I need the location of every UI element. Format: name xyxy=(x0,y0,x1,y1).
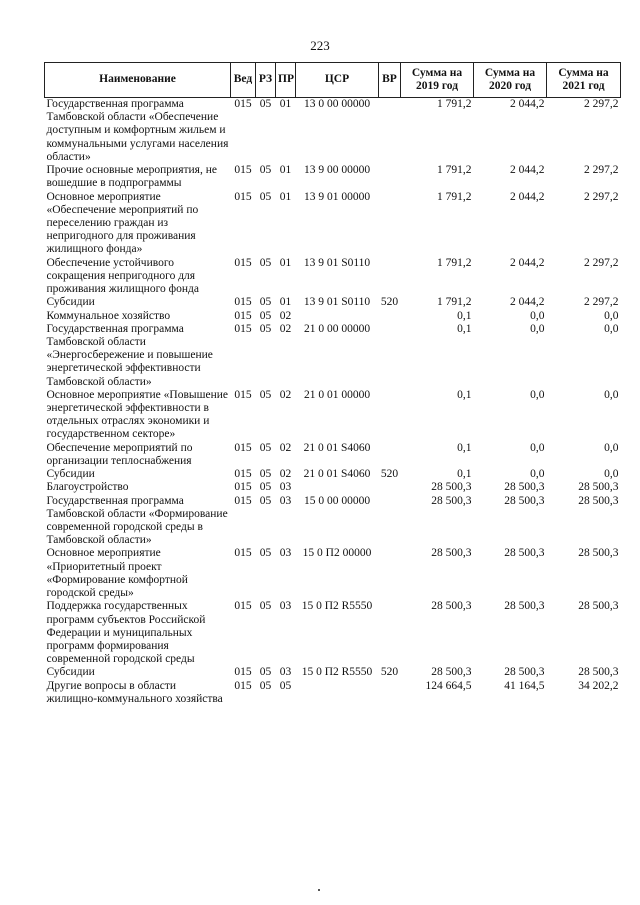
row-pr: 02 xyxy=(279,468,292,481)
row-ved: 015 xyxy=(234,679,252,692)
row-ved: 015 xyxy=(234,666,252,679)
row-sum-2020: 2 044,2 xyxy=(510,164,545,177)
row-csr xyxy=(296,310,379,323)
budget-table xyxy=(44,62,621,706)
row-vr: 520 xyxy=(380,468,399,481)
table-row xyxy=(45,468,621,481)
row-csr: 21 0 01 S4060 xyxy=(303,468,371,481)
row-sum-2020: 0,0 xyxy=(530,441,545,454)
row-sum-2019: 1 791,2 xyxy=(437,190,472,203)
row-pr: 02 xyxy=(279,322,292,335)
row-name: Обеспечение мероприятий по организации теплоснабжения xyxy=(46,441,193,467)
row-sum-2019: 28 500,3 xyxy=(431,547,472,560)
row-sum-2020: 0,0 xyxy=(530,468,545,481)
table-row xyxy=(45,98,621,165)
row-rz: 05 xyxy=(259,388,272,401)
row-sum-2019: 28 500,3 xyxy=(431,481,472,494)
row-sum-2021: 28 500,3 xyxy=(578,481,619,494)
row-sum-2020: 28 500,3 xyxy=(504,547,545,560)
row-sum-2019: 1 791,2 xyxy=(437,296,472,309)
table-row xyxy=(45,495,621,548)
row-csr: 15 0 П2 R5550 xyxy=(301,600,373,613)
row-sum-2020: 0,0 xyxy=(530,388,545,401)
table-header-row xyxy=(45,63,621,98)
row-sum-2020: 41 164,5 xyxy=(504,679,545,692)
row-pr: 03 xyxy=(279,494,292,507)
row-sum-2019: 28 500,3 xyxy=(431,600,472,613)
row-name: Субсидии xyxy=(46,468,95,481)
row-vr xyxy=(379,310,401,323)
row-sum-2019: 0,1 xyxy=(457,309,472,322)
table-row xyxy=(45,442,621,468)
row-sum-2021: 0,0 xyxy=(604,322,619,335)
header-sum-2019: Сумма на 2019 год xyxy=(401,63,474,98)
row-rz: 05 xyxy=(259,164,272,177)
row-name: Государственная программа Тамбовской области «Энергосбережение и повышение энергетической эффективности Тамбовской области» xyxy=(46,322,213,388)
row-pr: 01 xyxy=(279,164,292,177)
row-sum-2020: 28 500,3 xyxy=(504,494,545,507)
row-name: Прочие основные мероприятия, не вошедшие в подпрограммы xyxy=(46,164,217,190)
row-vr xyxy=(379,164,401,190)
row-rz: 05 xyxy=(259,309,272,322)
row-csr: 13 0 00 00000 xyxy=(303,98,371,110)
row-name: Субсидии xyxy=(46,296,95,309)
row-sum-2019: 0,1 xyxy=(457,468,472,481)
row-sum-2021: 0,0 xyxy=(604,441,619,454)
row-sum-2019: 124 664,5 xyxy=(425,679,472,692)
row-csr: 13 9 01 S0110 xyxy=(303,256,371,269)
row-ved: 015 xyxy=(234,388,252,401)
table-row xyxy=(45,164,621,190)
header-sum-2021: Сумма на 2021 год xyxy=(547,63,621,98)
row-pr: 02 xyxy=(279,388,292,401)
header-name: Наименование xyxy=(45,63,231,98)
scan-dot xyxy=(318,889,320,891)
row-name: Обеспечение устойчивого сокращения непригодного для проживания жилищного фонда xyxy=(46,256,199,296)
row-csr: 15 0 00 00000 xyxy=(303,494,371,507)
row-vr xyxy=(379,191,401,257)
row-csr: 21 0 01 00000 xyxy=(303,388,371,401)
row-pr: 01 xyxy=(279,190,292,203)
row-csr: 15 0 П2 R5550 xyxy=(301,666,373,679)
row-sum-2019: 28 500,3 xyxy=(431,494,472,507)
row-pr: 05 xyxy=(279,679,292,692)
row-sum-2021: 28 500,3 xyxy=(578,600,619,613)
row-ved: 015 xyxy=(234,98,252,110)
row-pr: 01 xyxy=(279,296,292,309)
row-csr: 13 9 00 00000 xyxy=(303,164,371,177)
row-sum-2020: 28 500,3 xyxy=(504,666,545,679)
row-sum-2019: 1 791,2 xyxy=(437,256,472,269)
table-row xyxy=(45,257,621,297)
row-pr: 01 xyxy=(279,98,292,110)
row-sum-2021: 2 297,2 xyxy=(584,164,619,177)
row-ved: 015 xyxy=(234,190,252,203)
row-ved: 015 xyxy=(234,600,252,613)
row-sum-2020: 2 044,2 xyxy=(510,256,545,269)
row-rz: 05 xyxy=(259,481,272,494)
header-ved: Вед xyxy=(231,63,256,98)
row-ved: 015 xyxy=(234,441,252,454)
row-sum-2021: 2 297,2 xyxy=(584,256,619,269)
row-sum-2019: 0,1 xyxy=(457,441,472,454)
table-row xyxy=(45,389,621,442)
row-csr: 13 9 01 00000 xyxy=(303,190,371,203)
row-vr xyxy=(379,389,401,442)
row-name: Государственная программа Тамбовской области «Формирование современной городской среды в Тамбовской области» xyxy=(46,494,228,547)
table-row xyxy=(45,547,621,600)
row-rz: 05 xyxy=(259,679,272,692)
row-ved: 015 xyxy=(234,481,252,494)
row-pr: 02 xyxy=(279,309,292,322)
row-sum-2019: 1 791,2 xyxy=(437,164,472,177)
row-pr: 03 xyxy=(279,547,292,560)
table-row xyxy=(45,600,621,666)
row-sum-2019: 0,1 xyxy=(457,388,472,401)
header-sum-2020: Сумма на 2020 год xyxy=(474,63,547,98)
row-sum-2021: 2 297,2 xyxy=(584,190,619,203)
row-sum-2021: 0,0 xyxy=(604,468,619,481)
row-sum-2020: 2 044,2 xyxy=(510,296,545,309)
row-name: Основное мероприятие «Приоритетный проект «Формирование комфортной городской среды» xyxy=(46,547,188,600)
row-rz: 05 xyxy=(259,494,272,507)
row-sum-2021: 2 297,2 xyxy=(584,98,619,110)
row-csr: 15 0 П2 00000 xyxy=(302,547,372,560)
row-ved: 015 xyxy=(234,322,252,335)
row-vr xyxy=(379,98,401,165)
row-vr xyxy=(379,257,401,297)
row-sum-2021: 2 297,2 xyxy=(584,296,619,309)
page-number: 223 xyxy=(310,38,330,53)
row-rz: 05 xyxy=(259,468,272,481)
row-sum-2020: 2 044,2 xyxy=(510,190,545,203)
row-vr: 520 xyxy=(380,666,399,679)
row-name: Государственная программа Тамбовской области «Обеспечение доступным и комфортным жильем и коммунальными услугами населения области» xyxy=(46,98,229,163)
row-sum-2019: 28 500,3 xyxy=(431,666,472,679)
header-csr: ЦСР xyxy=(296,63,379,98)
row-rz: 05 xyxy=(259,322,272,335)
row-sum-2020: 0,0 xyxy=(530,309,545,322)
row-sum-2019: 0,1 xyxy=(457,322,472,335)
row-ved: 015 xyxy=(234,164,252,177)
row-vr xyxy=(379,680,401,706)
row-pr: 03 xyxy=(279,481,292,494)
row-name: Благоустройство xyxy=(46,481,129,494)
row-name: Субсидии xyxy=(46,666,95,679)
row-pr: 03 xyxy=(279,666,292,679)
row-vr xyxy=(379,600,401,666)
header-pr: ПР xyxy=(276,63,296,98)
table-row xyxy=(45,481,621,494)
row-csr: 21 0 01 S4060 xyxy=(303,441,371,454)
row-ved: 015 xyxy=(234,309,252,322)
row-rz: 05 xyxy=(259,296,272,309)
row-name: Поддержка государственных программ субъектов Российской Федерации и муниципальных программ формирования современной городской среды xyxy=(46,600,206,666)
row-rz: 05 xyxy=(259,666,272,679)
table-row xyxy=(45,680,621,706)
row-sum-2021: 34 202,2 xyxy=(578,679,619,692)
row-ved: 015 xyxy=(234,468,252,481)
row-vr xyxy=(379,547,401,600)
row-rz: 05 xyxy=(259,600,272,613)
row-vr: 520 xyxy=(380,296,399,309)
row-sum-2021: 0,0 xyxy=(604,388,619,401)
row-pr: 03 xyxy=(279,600,292,613)
row-rz: 05 xyxy=(259,256,272,269)
row-sum-2021: 28 500,3 xyxy=(578,494,619,507)
row-sum-2019: 1 791,2 xyxy=(437,98,472,110)
row-sum-2020: 28 500,3 xyxy=(504,600,545,613)
table-row xyxy=(45,191,621,257)
table-row xyxy=(45,296,621,309)
row-vr xyxy=(379,495,401,548)
row-pr: 01 xyxy=(279,256,292,269)
row-sum-2020: 2 044,2 xyxy=(510,98,545,110)
row-sum-2021: 28 500,3 xyxy=(578,666,619,679)
row-ved: 015 xyxy=(234,547,252,560)
row-vr xyxy=(379,323,401,389)
row-sum-2020: 0,0 xyxy=(530,322,545,335)
row-ved: 015 xyxy=(234,296,252,309)
row-csr: 13 9 01 S0110 xyxy=(303,296,371,309)
row-name: Основное мероприятие «Повышение энергетической эффективности в отдельных отраслях экономики и государственном секторе» xyxy=(46,388,228,441)
row-csr xyxy=(296,680,379,706)
row-name: Другие вопросы в области жилищно-коммунального хозяйства xyxy=(46,679,223,705)
table-row xyxy=(45,323,621,389)
row-sum-2021: 0,0 xyxy=(604,309,619,322)
row-ved: 015 xyxy=(234,494,252,507)
row-vr xyxy=(379,481,401,494)
header-rz: РЗ xyxy=(256,63,276,98)
header-vr: ВР xyxy=(379,63,401,98)
table-row xyxy=(45,666,621,679)
row-rz: 05 xyxy=(259,547,272,560)
row-rz: 05 xyxy=(259,441,272,454)
row-name: Основное мероприятие «Обеспечение мероприятий по переселению граждан из непригодного для проживания жилищного фонда» xyxy=(46,190,199,256)
table-row xyxy=(45,310,621,323)
row-ved: 015 xyxy=(234,256,252,269)
row-pr: 02 xyxy=(279,441,292,454)
row-rz: 05 xyxy=(259,98,272,110)
row-sum-2020: 28 500,3 xyxy=(504,481,545,494)
row-rz: 05 xyxy=(259,190,272,203)
row-name: Коммунальное хозяйство xyxy=(46,309,171,322)
row-csr xyxy=(296,481,379,494)
row-vr xyxy=(379,442,401,468)
row-sum-2021: 28 500,3 xyxy=(578,547,619,560)
row-csr: 21 0 00 00000 xyxy=(303,322,371,335)
